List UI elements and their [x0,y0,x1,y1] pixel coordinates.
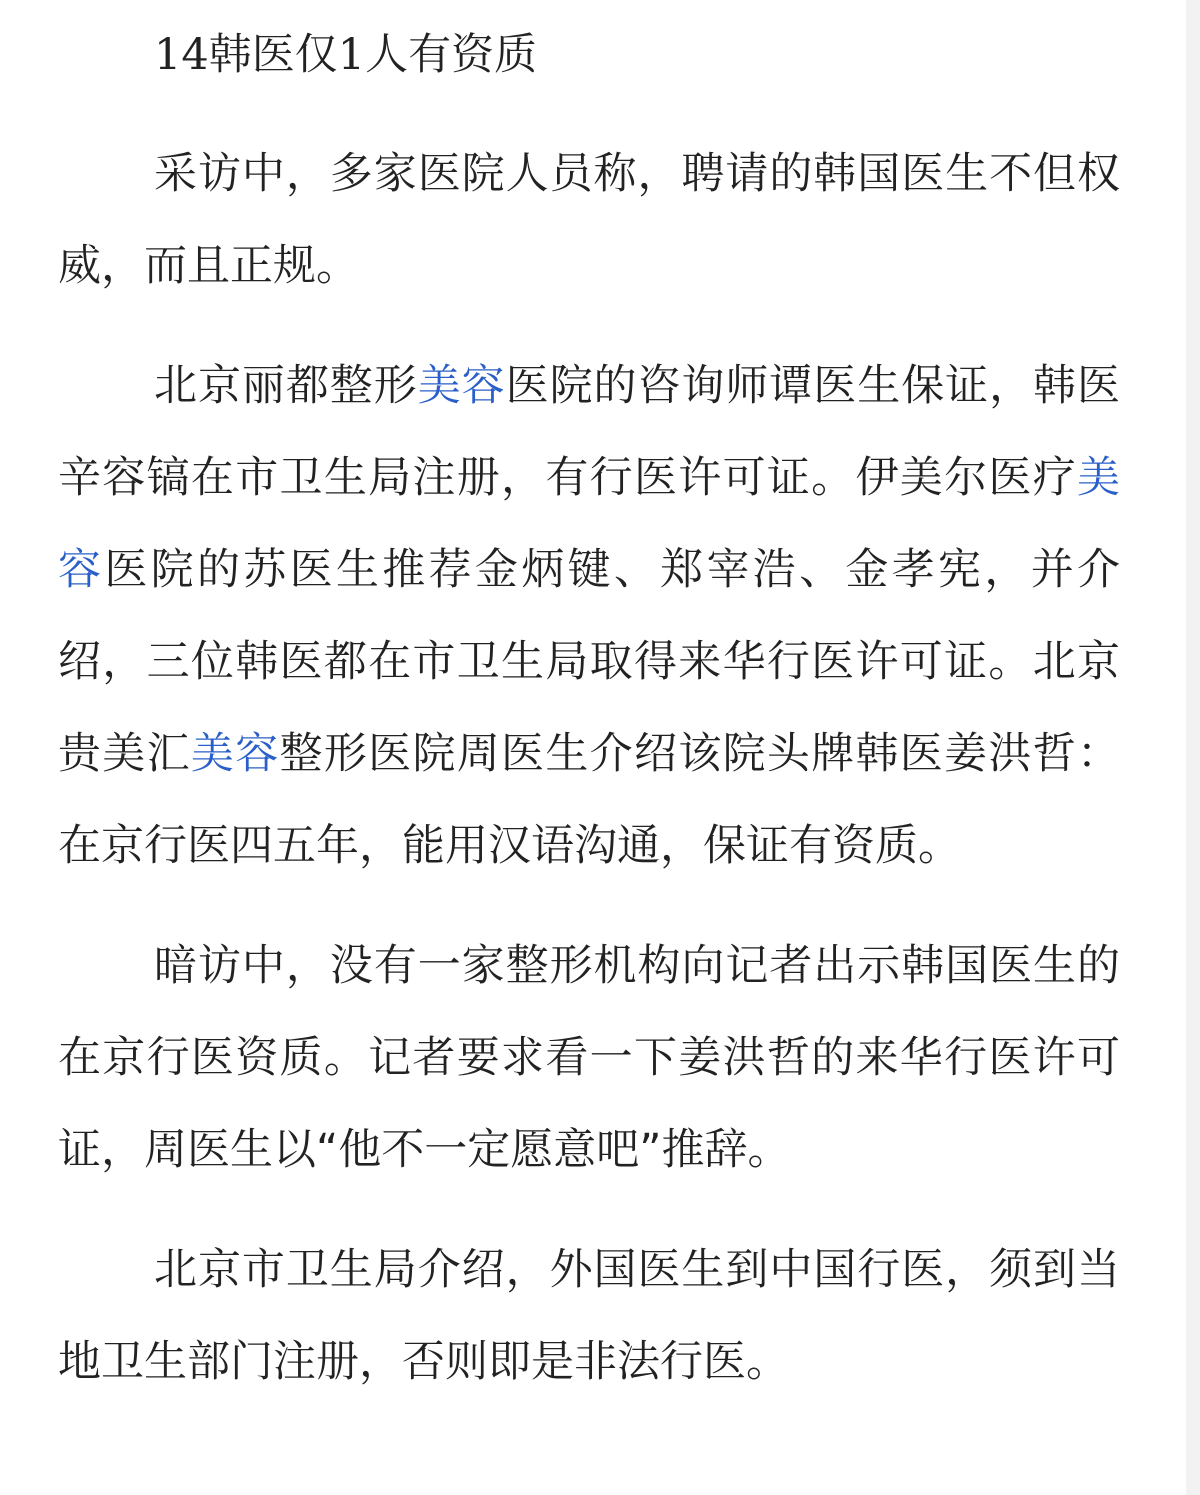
paragraph-health-bureau [58,1224,1120,1408]
keyword-link-beauty[interactable]: 美容 [58,453,1120,595]
keyword-link-beauty[interactable]: 美容 [417,361,506,411]
paragraph-interview-claims [58,128,1120,312]
page-scrollbar[interactable] [1186,0,1200,1495]
paragraph-text: 采访中，多家医院人员称，聘请的韩国医生不但权威，而且正规。 [58,149,1120,291]
paragraph-text: 暗访中，没有一家整形机构向记者出示韩国医生的在京行医资质。记者要求看一下姜洪哲的来华行医许可证，周医生以“他不一定愿意吧”推辞。 [58,941,1120,1175]
keyword-link-beauty[interactable]: 美容 [190,729,280,779]
paragraph-text: 北京市卫生局介绍，外国医生到中国行医，须到当地卫生部门注册，否则即是非法行医。 [58,1245,1120,1387]
paragraph-text-part: 医院的咨询师谭医生保证，韩医辛容镐在市卫生局注册，有行医许可证。伊美尔医疗 [58,361,1121,503]
paragraph-text-part: 整形医院周医生介绍该院头牌韩医姜洪哲：在京行医四五年，能用汉语沟通，保证有资质。 [58,729,1121,871]
paragraph-text-part: 医院的苏医生推荐金炳键、郑宰浩、金孝宪，并介绍，三位韩医都在市卫生局取得来华行医许可证。北京贵美汇 [58,545,1121,779]
article-body [58,18,1120,1408]
paragraph-undercover-findings [58,920,1120,1196]
paragraph-text-part: 北京丽都整形 [154,361,418,411]
paragraph-hospital-claims [58,340,1120,892]
section-heading: 14韩医仅1人有资质 [154,30,538,80]
